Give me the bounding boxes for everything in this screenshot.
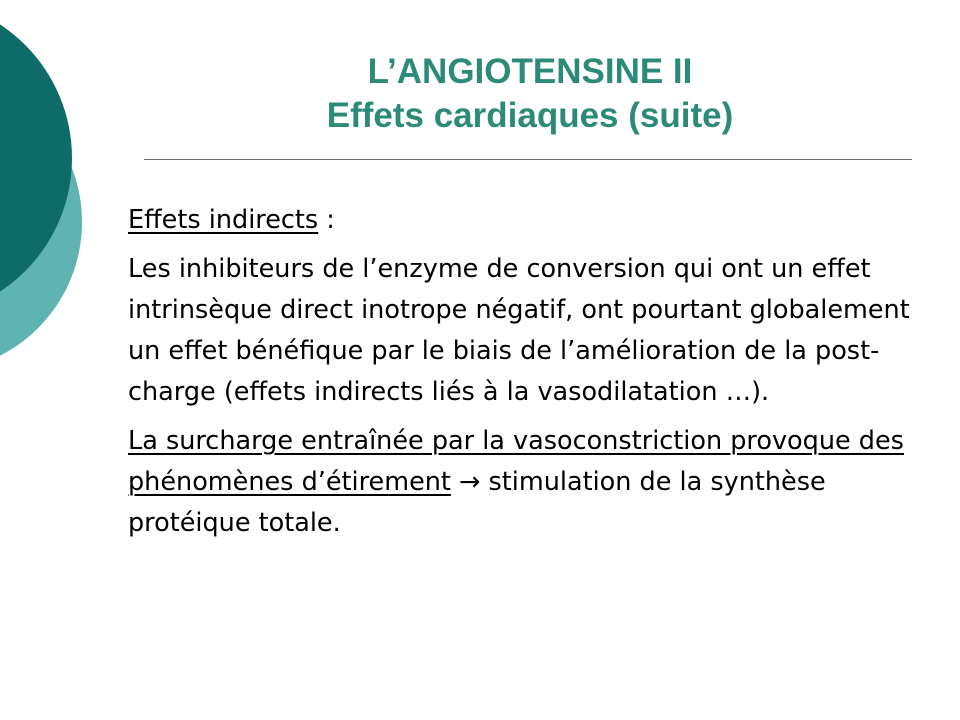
section-heading [128,200,928,241]
heading-underlined: Effets indirects [128,205,319,235]
paragraph-1: Les inhibiteurs de l’enzyme de conversion qui ont un effet intrinsèque direct inotrope négatif, ont pourtant globalement un effet bénéfique par le biais de l’amélioration de la post-charge (effets indirects liés à la vasodilatation …). [128,254,910,407]
arrow-icon: → [450,467,489,497]
slide-body [128,200,928,544]
paragraph-2-rest: stimulation de la synthèse protéique totale. [128,467,826,538]
decorative-circles [0,0,120,420]
paragraph-2 [128,421,928,544]
slide-title [150,50,910,138]
heading-suffix: : [318,205,335,235]
title-line-2: Effets cardiaques (suite) [326,96,734,135]
title-divider [144,159,912,160]
title-line-1: L’ANGIOTENSINE II [367,52,693,91]
paragraph-2-underlined: La surcharge entraînée par la vasoconstriction provoque des phénomènes d’étirement [128,426,904,497]
